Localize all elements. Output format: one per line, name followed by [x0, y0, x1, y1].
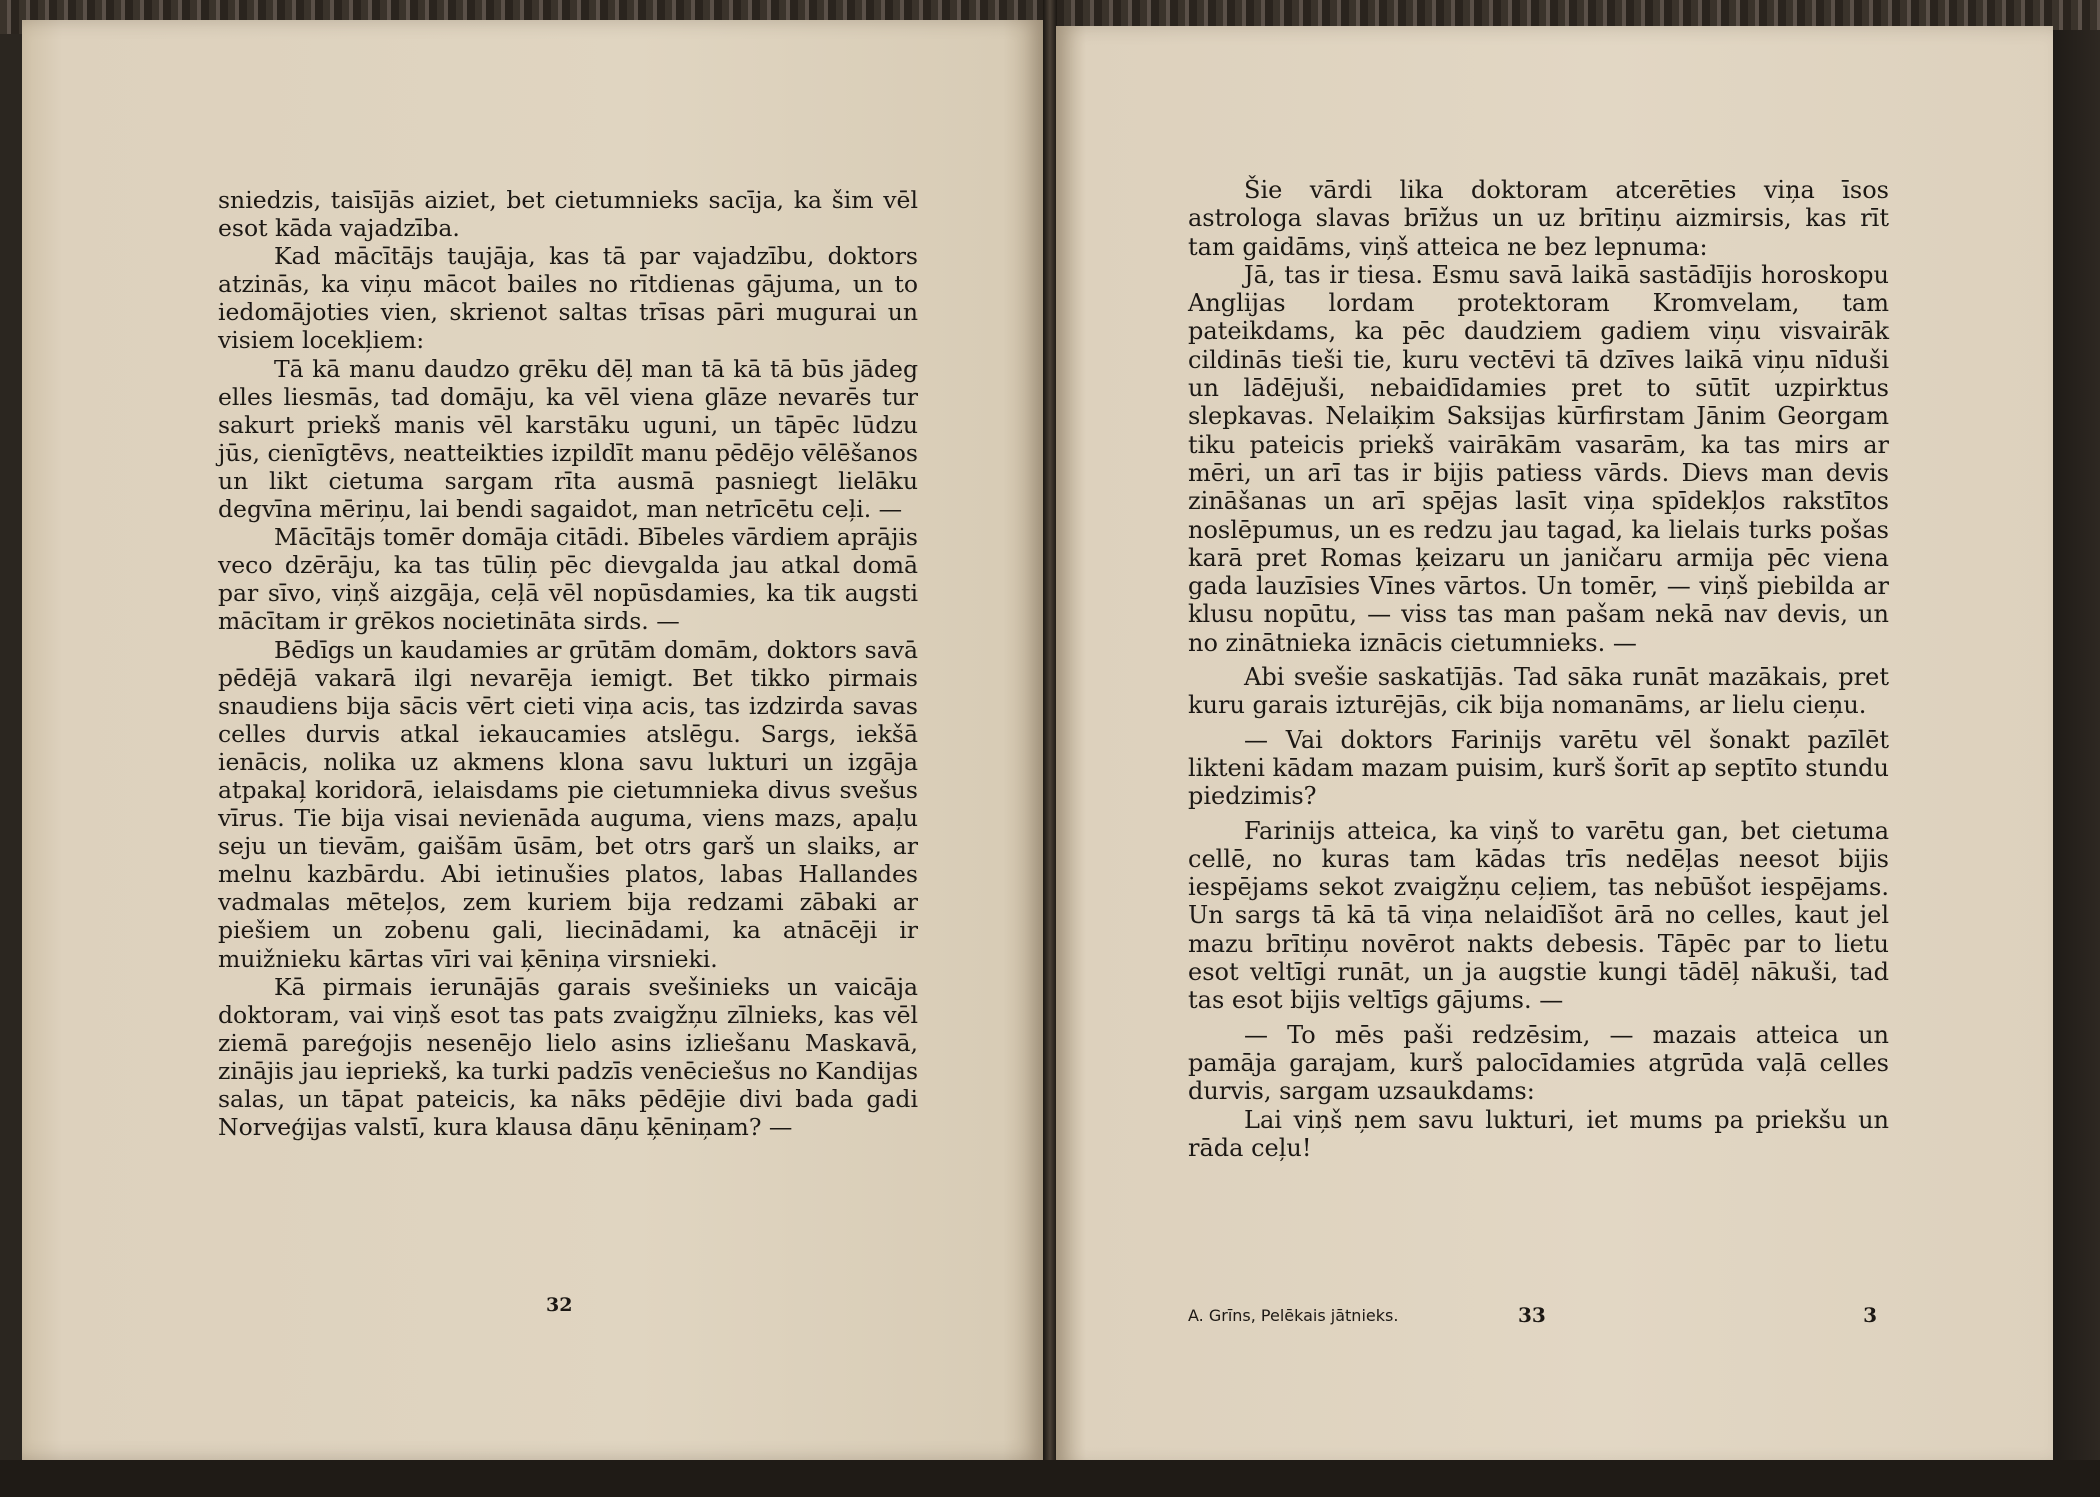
paragraph: — Vai doktors Farinijs varētu vēl šonakt pazīlēt likteni kādam mazam puisim, kurš šorīt ap septīto stundu piedzimis? [1188, 725, 1889, 811]
paragraph: Tā kā manu daudzo grēku dēļ man tā kā tā būs jādeg elles liesmās, tad domāju, ka vēl viena glāze nevarēs tur sakurt priekš manis vēl karstāku uguni, un tāpēc lūdzu jūs, cienīgtēvs, neatteikties izpildīt manu pēdējo vēlēšanos un likt cietuma sargam rīta ausmā pasniegt lielāku degvīna mēriņu, lai bendi sagaidot, man netrīcētu ceļi. — [218, 354, 918, 524]
paragraph: Mācītājs tomēr domāja citādi. Bībeles vārdiem aprājis veco dzērāju, ka tas tūliņ pēc dievgalda jau atkal domā par sīvo, viņš aizgāja, ceļā vēl nopūsdamies, ka tik augsti mācītam ir grēkos nocietināta sirds. — [218, 523, 918, 636]
paragraph: Jā, tas ir tiesa. Esmu savā laikā sastādījis horoskopu Anglijas lordam protektoram Kromvelam, tam pateikdams, ka pēc daudziem gadiem viņu visvairāk cildinās tieši tie, kuru vectēvi tā dzīves laikā viņu nīduši un lādējuši, nebaidīdamies pret to sūtīt uzpirktus slepkavas. Nelaiķim Saksijas kūrfirstam Jānim Georgam tiku pateicis priekš vairākām vasarām, ka tas mirs ar mēri, un arī tas ir bijis patiess vārds. Dievs man devis zināšanas un arī spējas lasīt viņa spīdekļos rakstītos noslēpumus, un es redzu jau tagad, ka lielais turks pošas karā pret Romas ķeizaru un janičaru armija pēc viena gada lauzīsies Vīnes vārtos. Un tomēr, — viņš piebilda ar klusu nopūtu, — viss tas man pašam nekā nav devis, un no zinātnieka iznācis cietumnieks. — [1188, 260, 1889, 657]
paragraph: Lai viņš ņem savu lukturi, iet mums pa priekšu un rāda ceļu! [1188, 1105, 1889, 1162]
paragraph: Kā pirmais ierunājās garais svešinieks un vaicāja doktoram, vai viņš esot tas pats zvaigžņu zīlnieks, kas vēl ziemā pareģojis nesenējo lielo asins izliešanu Maskavā, zinājis jau iepriekš, ka turki padzīs venēciešus no Kandijas salas, un tāpat pateicis, ka nāks pēdējie divi bada gadi Norveģijas valstī, kura klausa dāņu ķēniņam? — [218, 972, 918, 1142]
paragraph: Farinijs atteica, ka viņš to varētu gan, bet cietuma cellē, no kuras tam kādas trīs nedēļas neesot bijis iespējams sekot zvaigžņu ceļiem, tas nebūšot iespējams. Un sargs tā kā tā viņa nelaidīšot ārā no celles, kaut jel mazu brītiņu novērot nakts debesis. Tāpēc par to lietu esot veltīgi runāt, un ja augstie kungi tādēļ nākuši, tad tas esot bijis veltīgs gājums. — [1188, 816, 1889, 1015]
paragraph: Abi svešie saskatījās. Tad sāka runāt mazākais, pret kuru garais izturējās, cik bija nomanāms, ar lielu cieņu. [1188, 663, 1889, 720]
paragraph: Kad mācītājs taujāja, kas tā par vajadzību, doktors atzinās, ka viņu mācot bailes no rītdienas gājuma, un to iedomājoties vien, skrienot saltas trīsas pāri mugurai un visiem locekļiem: [218, 242, 918, 355]
book-gutter [1043, 0, 1057, 1497]
paragraph: Šie vārdi lika doktoram atcerēties viņa īsos astrologa slavas brīžus un uz brītiņu aizmirsis, kas rīt tam gaidāms, viņš atteica ne bez lepnuma: [1188, 176, 1889, 261]
signature-mark: 3 [1863, 1303, 1877, 1327]
left-page-text [218, 186, 918, 1141]
left-page-number: 32 [546, 1294, 573, 1316]
right-page-number: 33 [1518, 1303, 1546, 1327]
book-edge-right [2053, 30, 2100, 1497]
right-page-text [1188, 176, 1889, 1162]
right-page [1056, 26, 2053, 1466]
footer-author-title: A. Grīns, Pelēkais jātnieks. [1188, 1306, 1399, 1325]
paragraph: Bēdīgs un kaudamies ar grūtām domām, doktors savā pēdējā vakarā ilgi nevarēja iemigt. Bet tikko pirmais snaudiens bija sācis vērt cieti viņa acis, tas izdzirda savas celles durvis atkal iekaucamies atslēgu. Sargs, iekšā ienācis, nolika uz akmens klona savu lukturi un izgāja atpakaļ koridorā, ielaisdams pie cietumnieka divus svešus vīrus. Tie bija visai nevienāda auguma, viens mazs, apaļu seju un tievām, gaišām ūsām, bet otrs garš un slaiks, ar melnu kazbārdu. Abi ietinušies platos, labas Hallandes vadmalas mēteļos, zem kuriem bija redzami zābaki ar piešiem un zobenu gali, liecinādami, ka atnācēji ir muižnieku kārtas vīri vai ķēniņa virsnieki. [218, 635, 918, 973]
right-page-footer [1188, 1303, 1889, 1336]
left-page [22, 20, 1044, 1460]
paragraph: — To mēs paši redzēsim, — mazais atteica un pamāja garajam, kurš palocīdamies atgrūda vaļā celles durvis, sargam uzsaukdams: [1188, 1020, 1889, 1106]
paragraph: sniedzis, taisījās aiziet, bet cietumnieks sacīja, ka šim vēl esot kāda vajadzība. [218, 186, 918, 243]
background-bottom [0, 1460, 2100, 1497]
